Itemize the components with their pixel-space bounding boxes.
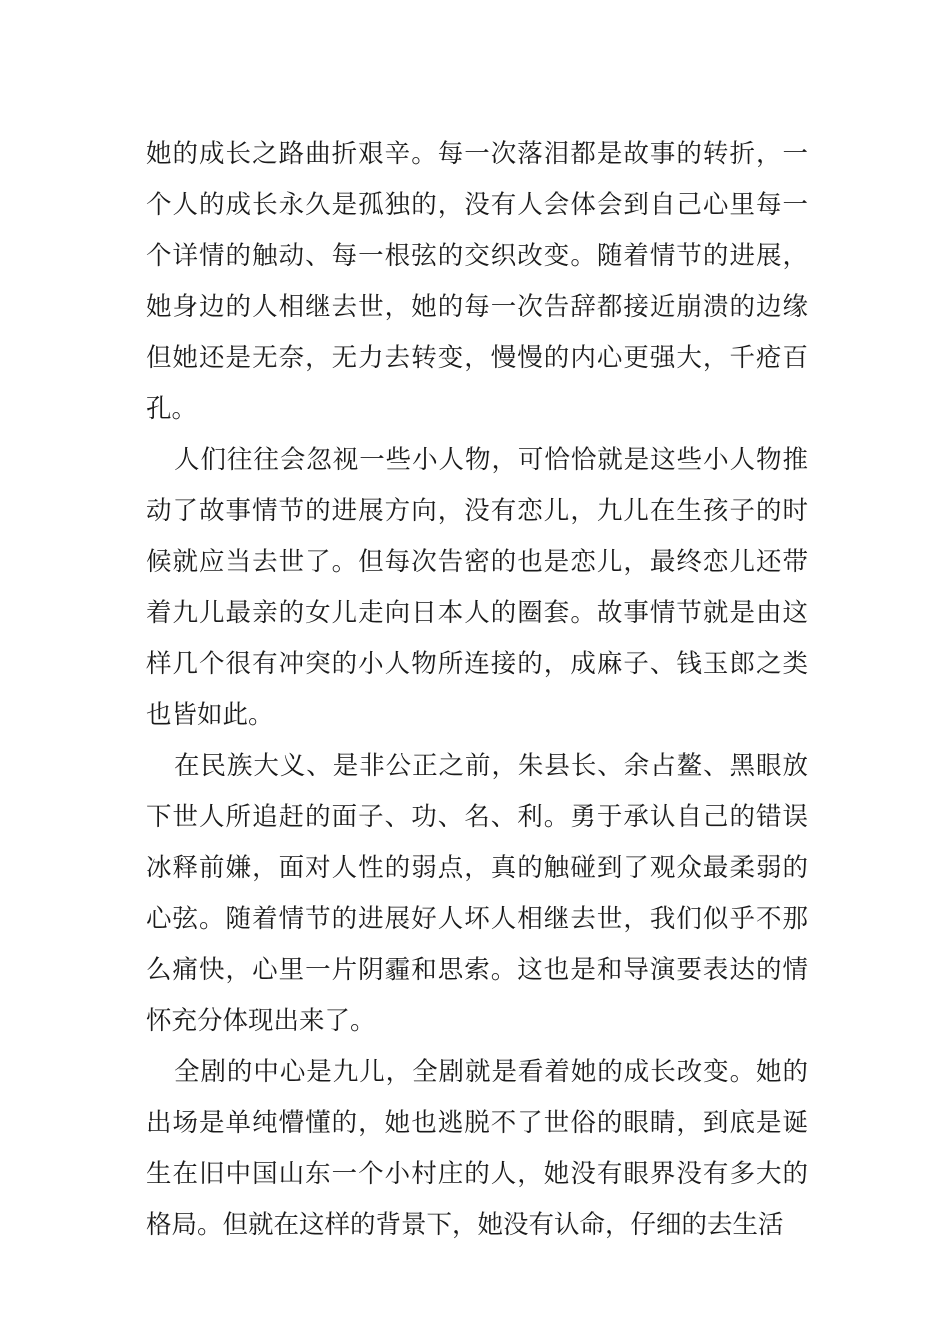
paragraph-2: 人们往往会忽视一些小人物，可恰恰就是这些小人物推动了故事情节的进展方向，没有恋儿，九儿在生孩子的时候就应当去世了。但每次告密的也是恋儿，最终恋儿还带着九儿最亲的女儿走向日本人的圈套。故事情节就是由这样几个很有冲突的小人物所连接的，成麻子、钱玉郎之类也皆如此。 (146, 445, 808, 730)
document-body (146, 129, 808, 1251)
paragraph-4: 全剧的中心是九儿，全剧就是看着她的成长改变。她的出场是单纯懵懂的，她也逃脱不了世俗的眼睛，到底是诞生在旧中国山东一个小村庄的人，她没有眼界没有多大的格局。但就在这样的背景下，她没有认命，仔细的去生活 (146, 1057, 808, 1240)
paragraph-3: 在民族大义、是非公正之前，朱县长、余占鳌、黑眼放下世人所追赶的面子、功、名、利。勇于承认自己的错误冰释前嫌，面对人性的弱点，真的触碰到了观众最柔弱的心弦。随着情节的进展好人坏人相继去世，我们似乎不那么痛快，心里一片阴霾和思索。这也是和导演要表达的情怀充分体现出来了。 (146, 751, 808, 1036)
paragraph-1: 她的成长之路曲折艰辛。每一次落泪都是故事的转折，一个人的成长永久是孤独的，没有人会体会到自己心里每一个详情的触动、每一根弦的交织改变。随着情节的进展，她身边的人相继去世，她的每一次告辞都接近崩溃的边缘但她还是无奈，无力去转变，慢慢的内心更强大，千疮百孔。 (146, 139, 808, 424)
